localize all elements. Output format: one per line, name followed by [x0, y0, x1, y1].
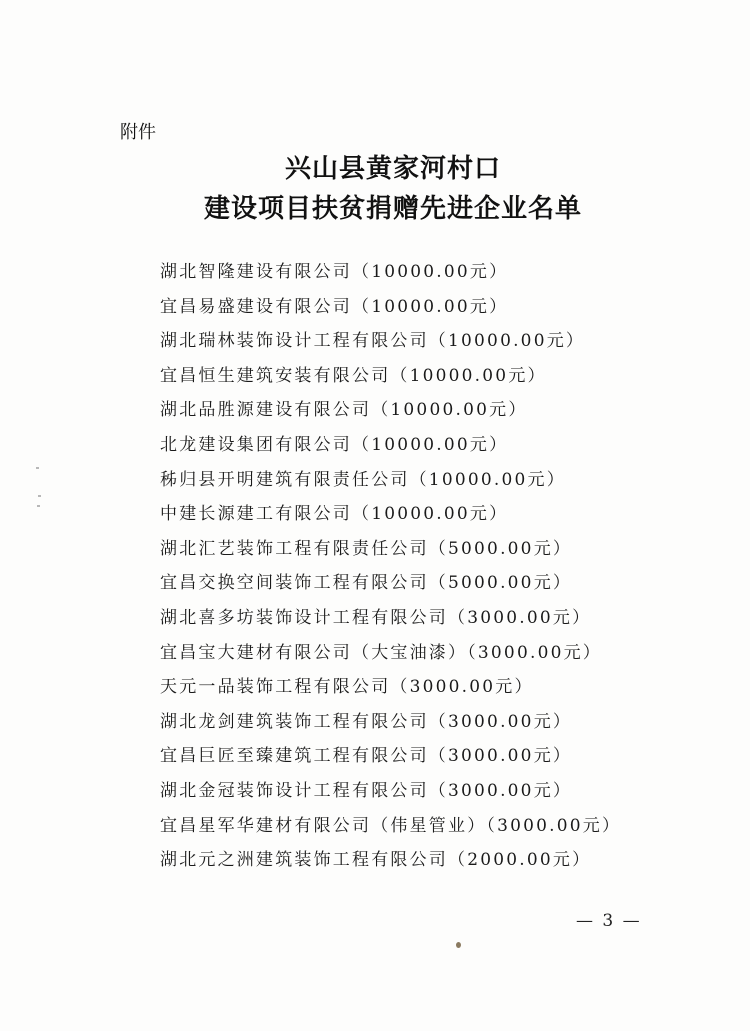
scan-margin-mark [37, 505, 40, 507]
donor-list-item: 宜昌宝大建材有限公司（大宝油漆）（3000.00元） [160, 642, 602, 663]
donor-list-item: 北龙建设集团有限公司（10000.00元） [160, 434, 509, 455]
donor-list-item: 天元一品装饰工程有限公司（3000.00元） [160, 677, 534, 698]
donor-list-item: 湖北喜多坊装饰设计工程有限公司（3000.00元） [160, 607, 592, 628]
donor-list-item: 中建长源建工有限公司（10000.00元） [160, 504, 509, 525]
donor-list-item: 湖北智隆建设有限公司（10000.00元） [160, 262, 509, 282]
donor-list-item: 宜昌巨匠至臻建筑工程有限公司（3000.00元） [160, 746, 573, 767]
donor-list-item: 湖北品胜源建设有限公司（10000.00元） [160, 400, 528, 421]
donor-list-item: 秭归县开明建筑有限责任公司（10000.00元） [160, 469, 566, 490]
donor-list-item: 宜昌易盛建设有限公司（10000.00元） [160, 296, 509, 317]
donor-list-item: 湖北汇艺装饰工程有限责任公司（5000.00元） [160, 538, 573, 559]
document-title-line-1: 兴山县黄家河村口 [284, 154, 501, 184]
page-number: — 3 — [576, 911, 642, 931]
donor-list-item: 湖北元之洲建筑装饰工程有限公司（2000.00元） [160, 850, 592, 871]
scan-margin-mark [38, 495, 41, 497]
donor-list-item: 湖北瑞林装饰设计工程有限公司（10000.00元） [160, 331, 586, 352]
donor-list-item: 宜昌星军华建材有限公司（伟星管业）（3000.00元） [160, 815, 622, 836]
donor-list-item: 湖北金冠装饰设计工程有限公司（3000.00元） [160, 780, 573, 801]
donor-list-item: 宜昌交换空间装饰工程有限公司（5000.00元） [160, 573, 573, 594]
donor-list [160, 258, 621, 881]
attachment-label: 附件 [120, 122, 156, 143]
donor-list-item: 宜昌恒生建筑安装有限公司（10000.00元） [160, 365, 547, 386]
scan-speck [456, 942, 461, 948]
scan-margin-mark [36, 467, 39, 469]
document-title-line-2: 建设项目扶贫捐赠先进企业名单 [203, 194, 582, 224]
donor-list-item: 湖北龙剑建筑装饰工程有限公司（3000.00元） [160, 711, 573, 732]
